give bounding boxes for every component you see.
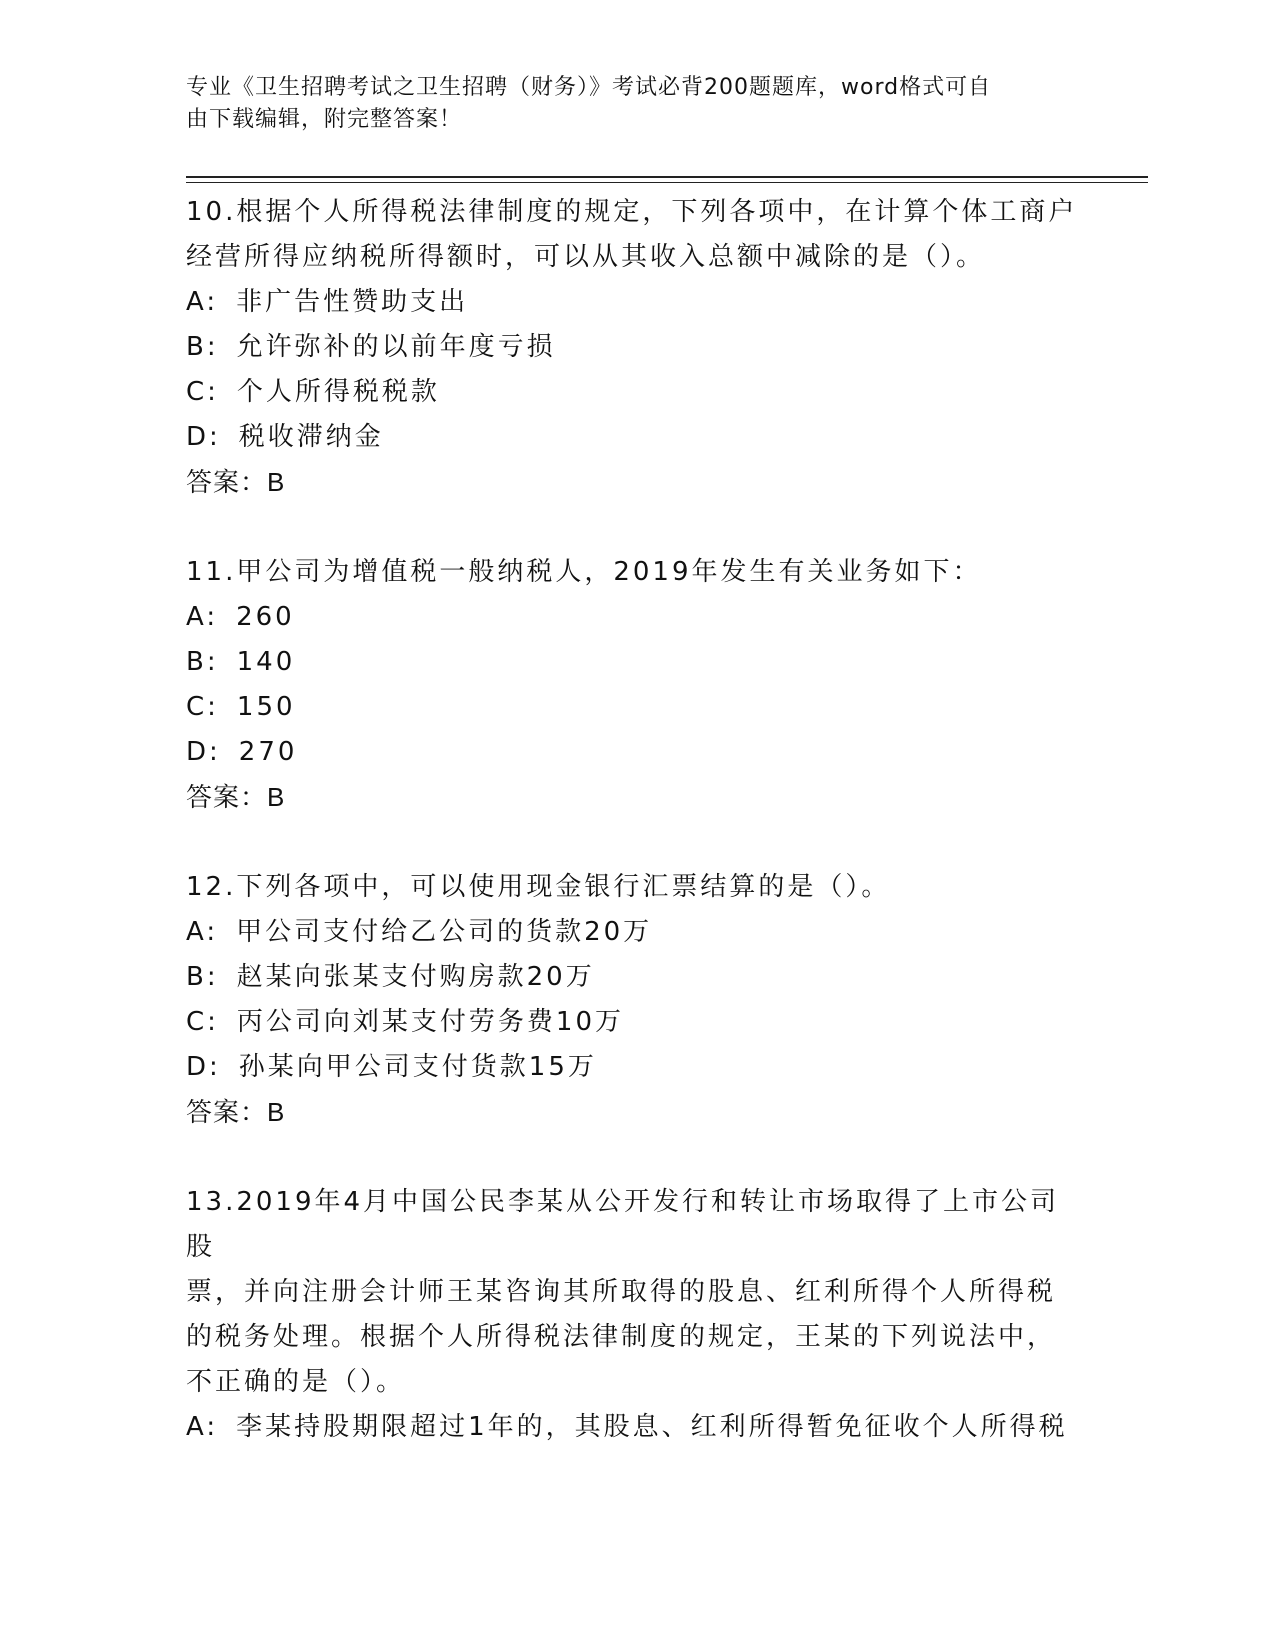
option-letter: D: <box>186 422 221 452</box>
question-stem-line: 票，并向注册会计师王某咨询其所取得的股息、红利所得个人所得税 <box>186 1277 1057 1307</box>
answer-option <box>186 640 1086 685</box>
option-text: 允许弥补的以前年度亏损 <box>236 332 556 362</box>
option-letter: A: <box>186 1412 219 1442</box>
option-letter: A: <box>186 287 219 317</box>
option-letter: B: <box>186 332 219 362</box>
answer-option <box>186 685 1086 730</box>
answer-option <box>186 595 1086 640</box>
option-letter: C: <box>186 377 219 407</box>
question-1 <box>186 190 1086 505</box>
question-stem-line: 10.根据个人所得税法律制度的规定，下列各项中，在计算个体工商户 <box>186 197 1078 227</box>
option-text: 甲公司支付给乙公司的货款20万 <box>236 917 653 947</box>
answer-option <box>186 280 1086 325</box>
answer-key: 答案：B <box>186 1097 286 1127</box>
answer-option <box>186 1405 1086 1450</box>
question-stem-line: 经营所得应纳税所得额时，可以从其收入总额中减除的是（）。 <box>186 242 986 272</box>
option-letter: B: <box>186 962 219 992</box>
option-text: 270 <box>238 737 298 767</box>
answer-option <box>186 370 1086 415</box>
intro-line-1: 专业《卫生招聘考试之卫生招聘（财务）》考试必背200题题库，word格式可自 <box>186 75 992 100</box>
option-letter: C: <box>186 1007 219 1037</box>
question-stem-line: 的税务处理。根据个人所得税法律制度的规定，王某的下列说法中， <box>186 1322 1057 1352</box>
answer-key: 答案：B <box>186 467 286 497</box>
option-letter: A: <box>186 917 219 947</box>
option-letter: B: <box>186 647 219 677</box>
option-letter: D: <box>186 737 221 767</box>
question-stem-line: 不正确的是（）。 <box>186 1367 406 1397</box>
document-header <box>186 72 1066 136</box>
answer-key: 答案：B <box>186 782 286 812</box>
answer-option <box>186 910 1086 955</box>
question-4 <box>186 1180 1086 1450</box>
option-text: 非广告性赞助支出 <box>236 287 469 317</box>
option-text: 赵某向张某支付购房款20万 <box>236 962 595 992</box>
intro-line-2: 由下载编辑，附完整答案！ <box>186 107 463 132</box>
header-rule-thick <box>186 176 1148 178</box>
option-text: 150 <box>236 692 296 722</box>
answer-option <box>186 1045 1086 1090</box>
option-text: 丙公司向刘某支付劳务费10万 <box>236 1007 625 1037</box>
answer-option <box>186 955 1086 1000</box>
question-list <box>186 190 1086 1495</box>
answer-option <box>186 730 1086 775</box>
answer-option <box>186 325 1086 370</box>
question-stem-line: 13.2019年4月中国公民李某从公开发行和转让市场取得了上市公司股 <box>186 1187 1060 1262</box>
question-3 <box>186 865 1086 1135</box>
question-stem-line: 12.下列各项中，可以使用现金银行汇票结算的是（）。 <box>186 872 891 902</box>
option-text: 税收滞纳金 <box>238 422 384 452</box>
option-letter: D: <box>186 1052 221 1082</box>
question-2 <box>186 550 1086 820</box>
option-text: 260 <box>236 602 295 632</box>
header-rule-thin <box>186 182 1148 183</box>
option-text: 李某持股期限超过1年的，其股息、红利所得暂免征收个人所得税 <box>236 1412 1068 1442</box>
answer-option <box>186 415 1086 460</box>
option-text: 个人所得税税款 <box>236 377 440 407</box>
answer-option <box>186 1000 1086 1045</box>
option-letter: C: <box>186 692 219 722</box>
option-text: 140 <box>236 647 296 677</box>
option-text: 孙某向甲公司支付货款15万 <box>238 1052 597 1082</box>
option-letter: A: <box>186 602 219 632</box>
question-stem-line: 11.甲公司为增值税一般纳税人，2019年发生有关业务如下： <box>186 557 982 587</box>
